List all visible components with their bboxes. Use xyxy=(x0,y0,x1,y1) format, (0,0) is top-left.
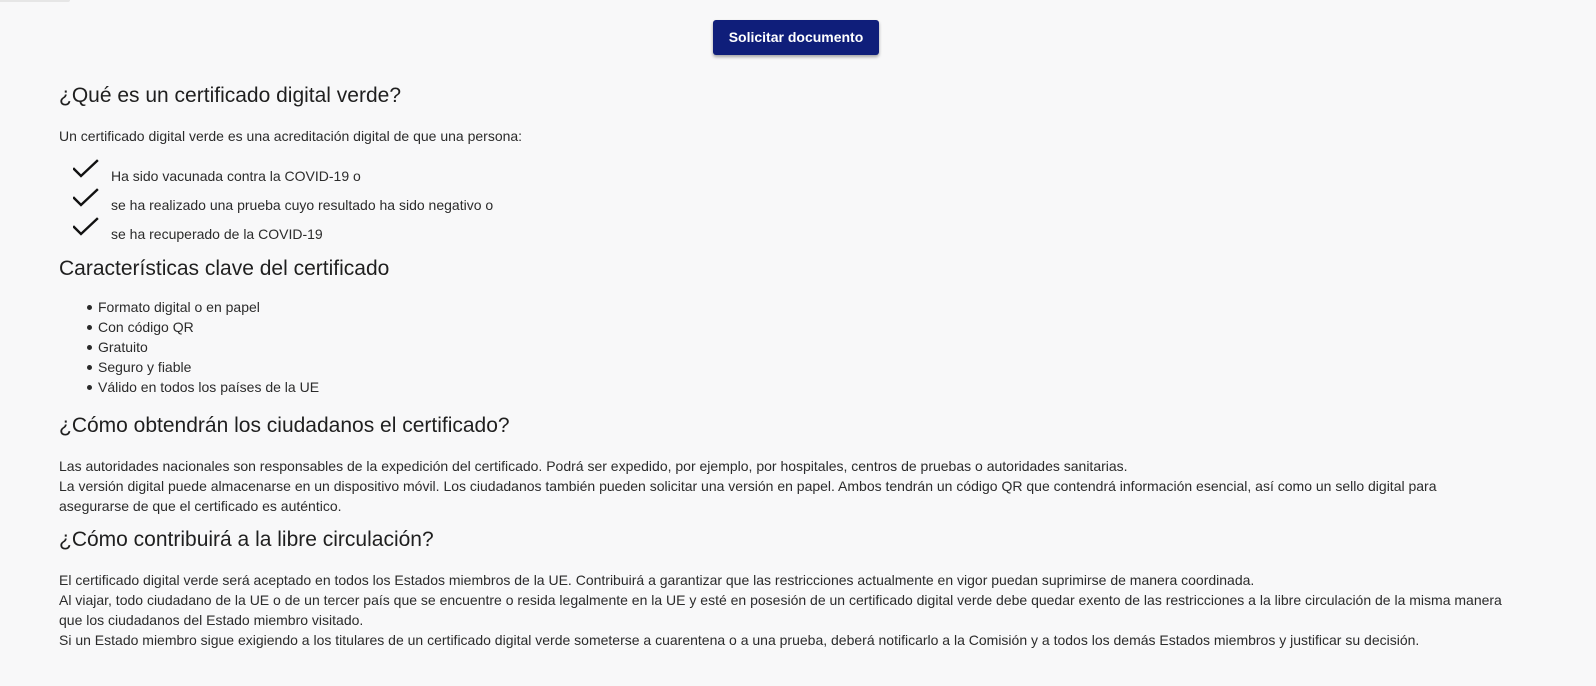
features-list xyxy=(59,297,1509,397)
section-title-how-obtain: ¿Cómo obtendrán los ciudadanos el certificado? xyxy=(59,414,510,437)
checkmark-icon xyxy=(73,187,99,209)
list-item-text: Gratuito xyxy=(98,339,148,355)
bullet-icon xyxy=(87,385,92,390)
check-list-item xyxy=(59,189,1509,218)
checkmark-icon xyxy=(73,216,99,238)
check-list xyxy=(59,160,1509,247)
section-title-what-is: ¿Qué es un certificado digital verde? xyxy=(59,84,402,107)
list-item xyxy=(98,377,1509,397)
top-tab-edge xyxy=(0,0,70,2)
action-row xyxy=(0,20,1596,55)
section-paragraph: Si un Estado miembro sigue exigiendo a los titulares de un certificado digital verde someterse a cuarentena o a una prueba, deberá notificarlo a la Comisión y a todos los demás Estados miembros y justificar su decisión. xyxy=(59,632,1420,648)
section-title-free-movement: ¿Cómo contribuirá a la libre circulación? xyxy=(59,528,434,551)
section-paragraph: Al viajar, todo ciudadano de la UE o de un tercer país que se encuentre o resida legalmente en la UE y esté en posesión de un certificado digital verde debe quedar exento de las restricciones a la libre circulación de la misma manera que los ciudadanos del Estado miembro visitado. xyxy=(59,592,1502,628)
bullet-icon xyxy=(87,345,92,350)
check-item-text: se ha recuperado de la COVID-19 xyxy=(111,226,323,242)
list-item-text: Formato digital o en papel xyxy=(98,299,260,315)
bullet-icon xyxy=(87,365,92,370)
bullet-icon xyxy=(87,305,92,310)
list-item-text: Con código QR xyxy=(98,319,194,335)
list-item-text: Válido en todos los países de la UE xyxy=(98,379,320,395)
section-paragraph: La versión digital puede almacenarse en un dispositivo móvil. Los ciudadanos también pueden solicitar una versión en papel. Ambos tendrán un código QR que contendrá información esencial, así como un sello digital para asegurarse de que el certificado es auténtico. xyxy=(59,478,1437,514)
section-paragraph: Las autoridades nacionales son responsables de la expedición del certificado. Podrá ser expedido, por ejemplo, por hospitales, centros de pruebas o autoridades sanitarias. xyxy=(59,458,1128,474)
bullet-icon xyxy=(87,325,92,330)
check-list-item xyxy=(59,218,1509,247)
list-item xyxy=(98,297,1509,317)
list-item-text: Seguro y fiable xyxy=(98,359,192,375)
section-paragraph: El certificado digital verde será aceptado en todos los Estados miembros de la UE. Contribuirá a garantizar que las restricciones actualmente en vigor puedan suprimirse de manera coordinada. xyxy=(59,572,1255,588)
list-item xyxy=(98,317,1509,337)
main-content xyxy=(59,82,1509,650)
list-item xyxy=(98,337,1509,357)
section-title-key-features: Características clave del certificado xyxy=(59,257,390,280)
request-document-button[interactable]: Solicitar documento xyxy=(713,20,880,55)
section-intro: Un certificado digital verde es una acreditación digital de que una persona: xyxy=(59,128,523,144)
list-item xyxy=(98,357,1509,377)
check-list-item xyxy=(59,160,1509,189)
check-item-text: Ha sido vacunada contra la COVID-19 o xyxy=(111,168,361,184)
checkmark-icon xyxy=(73,158,99,180)
check-item-text: se ha realizado una prueba cuyo resultado ha sido negativo o xyxy=(111,197,494,213)
